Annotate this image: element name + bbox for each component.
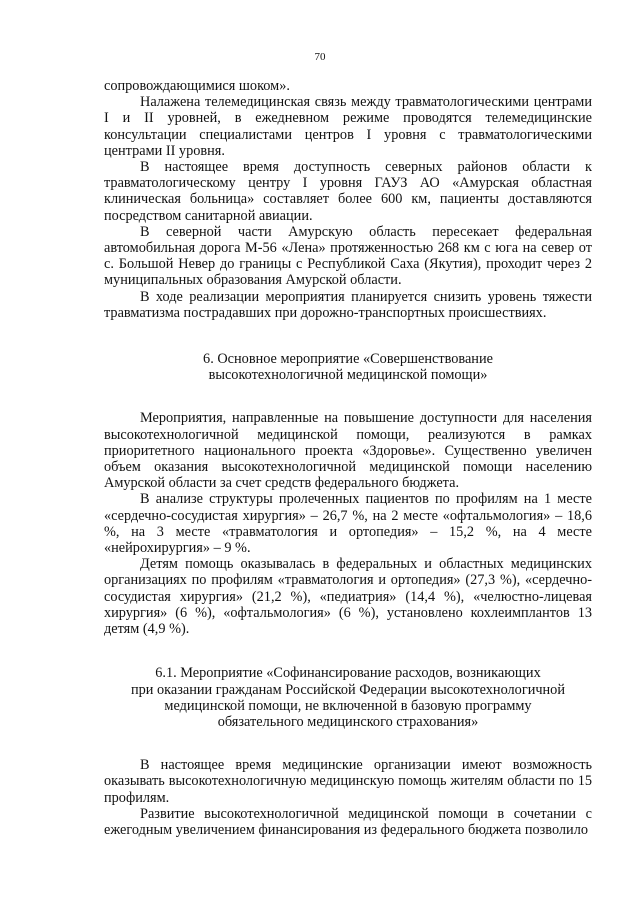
page-content	[104, 78, 592, 838]
paragraph-profiles: В настоящее время медицинские организации имеют возможность оказывать высокотехнологичную медицинскую помощь жителям области по 15 профилям.	[104, 757, 592, 806]
paragraph-development: Развитие высокотехнологичной медицинской помощи в сочетании с ежегодным увеличением финансирования из федерального бюджета позволило	[104, 805, 592, 838]
section-heading-6: 6. Основное мероприятие «Совершенствование высокотехнологичной медицинской помощи»	[203, 351, 493, 384]
paragraph-telemedicine: Налажена телемедицинская связь между травматологическими центрами I и II уровней, в ежедневном режиме проводятся телемедицинские консультации специалистами центров I уровня с травматологическими центрами II уровня.	[104, 94, 592, 159]
paragraph-patient-structure: В анализе структуры пролеченных пациентов по профилям на 1 месте «сердечно-сосудистая хирургия» – 26,7 %, на 2 месте «офтальмология» – 18,6 %, на 3 месте «травматология и ортопедия» – 15,2 %, на 4 месте «нейрохирургия» – 9 %.	[104, 491, 592, 557]
page-number: 70	[314, 51, 326, 63]
section-heading-6-1: 6.1. Мероприятие «Софинансирование расходов, возникающих при оказании гражданам Российской Федерации высокотехнологичной медицинской помощи, не включенной в базовую программу обязательного медицинского страхования»	[130, 665, 565, 730]
paragraph-hightech-access: Мероприятия, направленные на повышение доступности для населения высокотехнологичной медицинской помощи, реализуются в рамках приоритетного национального проекта «Здоровье». Существенно увеличен объем оказания высокотехнологичной медицинской помощи населению Амурской области за счет средств федерального бюджета.	[104, 410, 592, 492]
paragraph-plan: В ходе реализации мероприятия планируется снизить уровень тяжести травматизма пострадавших при дорожно-транспортных происшествиях.	[104, 288, 592, 321]
paragraph-highway: В северной части Амурскую область пересекает федеральная автомобильная дорога М-56 «Лена» протяженностью 268 км с юга на север от с. Большой Невер до границы с Республикой Саха (Якутия), проходит через 2 муниципальных образования Амурской области.	[104, 223, 592, 289]
paragraph-children-care: Детям помощь оказывалась в федеральных и областных медицинских организациях по профилям «травматология и ортопедия» (27,3 %), «сердечно-сосудистая хирургия» (21,2 %), «педиатрия» (14,4 %), «челюстно-лицевая хирургия» (6 %), «офтальмология» (6 %), установлено кохлеимплантов 13 детям (4,9 %).	[104, 556, 592, 638]
paragraph-continuation: сопровождающимися шоком».	[104, 78, 290, 94]
paragraph-north-access: В настоящее время доступность северных районов области к травматологическому центру I уровня ГАУЗ АО «Амурская областная клиническая больница» составляет более 600 км, пациенты доставляются посредством санитарной авиации.	[104, 159, 592, 224]
